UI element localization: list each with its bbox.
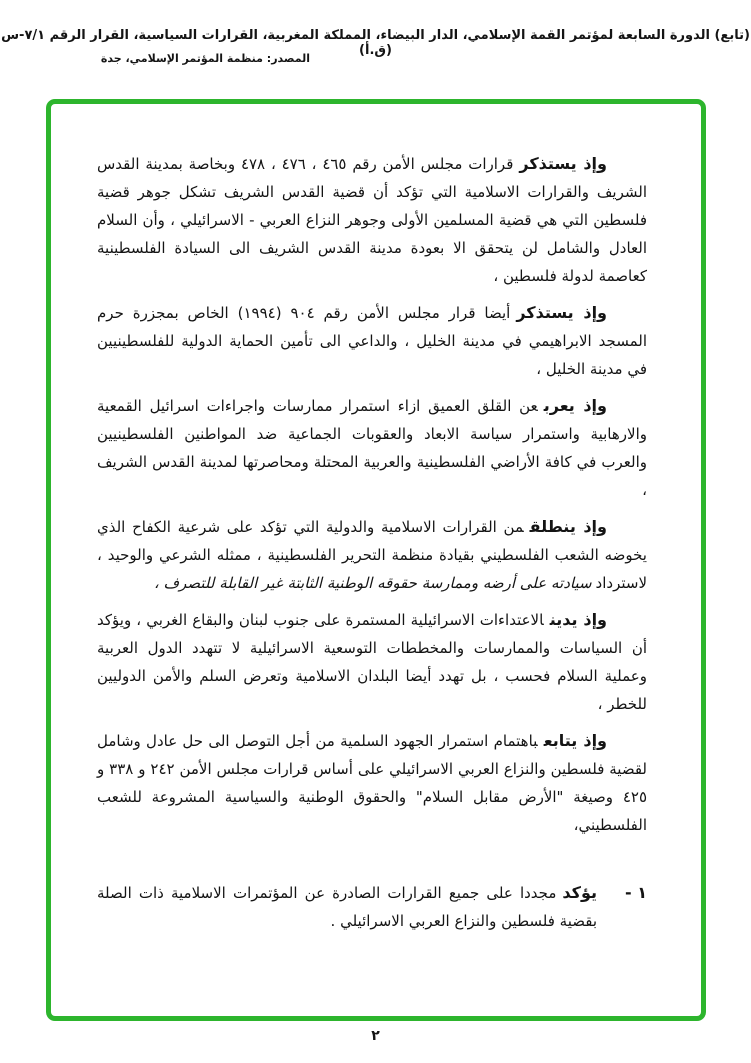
paragraph-lead: وإذ يعرب [543,396,607,415]
item-lead: يؤكد [562,883,597,902]
paragraph-lead: وإذ يستذكر [519,154,607,173]
paragraph [97,513,647,597]
paragraph-text: باهتمام استمرار الجهود السلمية من أجل التوصل الى حل عادل وشامل لقضية فلسطين والنزاع العربي الاسرائيلي على أساس قرارات مجلس الأمن ٢٤٢ و ٣٣٨ و ٤٢٥ وصيغة "الأرض مقابل السلام" والحقوق الوطنية والسياسية المشروعة للشعب الفلسطيني، [97,732,647,834]
paragraph-text: من القرارات الاسلامية والدولية التي تؤكد على شرعية الكفاح الذي يخوضه الشعب الفلسطيني بقيادة منظمة التحرير الفلسطينية ، ممثله الشرعي والوحيد ، لاسترداد [97,518,647,592]
paragraph [97,299,647,383]
document-source-line: المصدر: منظمة المؤتمر الإسلامي، جدة [100,52,310,65]
paragraph-lead: وإذ يدين [549,610,608,629]
item-body [97,879,597,935]
document-body [51,104,701,1016]
paragraph [97,727,647,839]
document-header-title: (تابع) الدورة السابعة لمؤتمر القمة الإسلامي، الدار البيضاء، المملكة المغربية، القرارات السياسية، القرار الرقم ٧/١-س (ق.أ) [1,28,750,58]
paragraph-text: قرارات مجلس الأمن رقم ٤٦٥ ، ٤٧٦ ، ٤٧٨ وبخاصة بمدينة القدس الشريف والقرارات الاسلامية التي تؤكد أن قضية القدس الشريف تشكل جوهر قضية فلسطين التي هي قضية المسلمين الأولى وجوهر النزاع العربي - الاسرائيلي ، وأن السلام العادل والشامل لن يتحقق الا بعودة مدينة القدس الشريف الى السيادة الفلسطينية كعاصمة لدولة فلسطين ، [97,155,647,285]
item-number-marker: ١ - [625,883,647,902]
paragraph [97,606,647,718]
page-number: ٢ [371,1028,380,1044]
paragraph-text: أيضا قرار مجلس الأمن رقم ٩٠٤ (١٩٩٤) الخاص بمجزرة حرم المسجد الابراهيمي في مدينة الخليل ، والداعي الى تأمين الحماية الدولية للفلسطينيين في مدينة الخليل ، [97,304,647,378]
paragraph-text: عن القلق العميق ازاء استمرار ممارسات واجراءات اسرائيل القمعية والارهابية واستمرار سياسة الابعاد والعقوبات الجماعية ضد المواطنين الفلسطينيين والعرب في كافة الأراضي الفلسطينية والعربية المحتلة ومحاصرتها لمدينة القدس الشريف ، [97,397,647,499]
paragraph-tail: سيادته على أرضه وممارسة حقوقه الوطنية الثابتة غير القابلة للتصرف ، [153,574,592,592]
resolution-item [97,879,647,935]
paragraph-lead: وإذ يستذكر [516,303,607,322]
paragraph-lead: وإذ يتابع [543,731,607,750]
paragraph-text: الاعتداءات الاسرائيلية المستمرة على جنوب لبنان والبقاع الغربي ، ويؤكد أن السياسات والممارسات والمخططات التوسعية الاسرائيلية لا تتهدد الدول العربية وعملية السلام فحسب ، بل تهدد أيضا البلدان الاسلامية وتعرض السلم والأمن الدوليين للخطر ، [97,611,647,713]
paragraph-lead: وإذ ينطلق [529,517,607,536]
item-text: مجددا على جميع القرارات الصادرة عن المؤتمرات الاسلامية ذات الصلة بقضية فلسطين والنزاع العربي الاسرائيلي . [97,884,597,930]
paragraph [97,392,647,504]
paragraph [97,150,647,290]
